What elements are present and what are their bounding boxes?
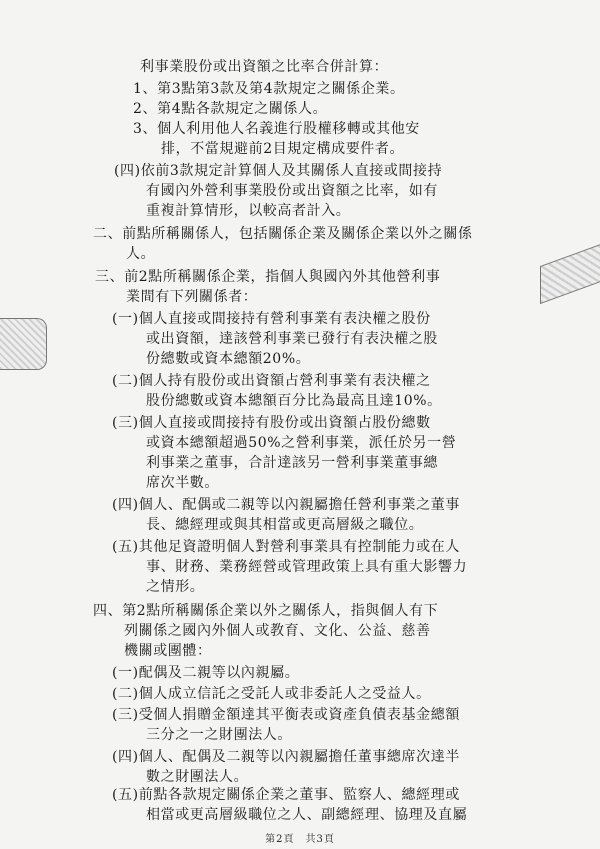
- text-line: (五)其他足資證明個人對營利事業具有控制能力或在人: [112, 539, 460, 555]
- text-line: 長、總經理或與其相當或更高層級之職位。: [146, 517, 424, 533]
- text-line: 機關或團體：: [124, 643, 212, 659]
- perforation-seal-left: [0, 318, 47, 370]
- text-line: 3、個人利用他人名義進行股權移轉或其他安: [133, 121, 420, 137]
- text-line: 利事業股份或出資額之比率合併計算：: [140, 59, 389, 75]
- text-line: (二)個人成立信託之受託人或非委託人之受益人。: [112, 686, 431, 702]
- text-line: 或資本總額超過50%之營利事業，派任於另一營: [146, 435, 457, 451]
- perforation-seal-right: [540, 244, 600, 304]
- text-line: (四)依前3款規定計算個人及其關係人直接或間接持: [114, 163, 443, 179]
- text-line: 列關係之國內外個人或教育、文化、公益、慈善: [124, 623, 431, 639]
- text-line: 之情形。: [146, 579, 205, 595]
- text-line: (二)個人持有股份或出資額占營利事業有表決權之: [112, 373, 431, 389]
- text-line: 重複計算情形，以較高者計入。: [146, 203, 351, 219]
- text-line: 相當或更高層級職位之人、副總經理、協理及直屬: [146, 807, 468, 823]
- text-line: 有國內外營利事業股份或出資額之比率，如有: [146, 183, 438, 199]
- text-line: (三)受個人捐贈金額達其平衡表或資產負債表基金總額: [112, 707, 460, 723]
- text-line: (三)個人直接或間接持有股份或出資額占股份總數: [112, 415, 431, 431]
- text-line: 席次半數。: [146, 475, 219, 491]
- text-line: (五)前點各款規定關係企業之董事、監察人、總經理或: [112, 787, 460, 803]
- page-footer: 第2頁 共3頁: [265, 834, 335, 845]
- text-line: (一)配偶及二親等以內親屬。: [112, 665, 300, 681]
- text-line: 人。: [126, 246, 156, 262]
- text-line: 份總數或資本總額20%。: [146, 351, 311, 367]
- text-line: 利事業之董事，合計達該另一營利事業董事總: [146, 455, 438, 471]
- text-line: 或出資額，達該營利事業已發行有表決權之股: [146, 331, 438, 347]
- text-line: 數之財團法人。: [146, 769, 249, 785]
- text-line: 2、第4點各款規定之關係人。: [133, 101, 328, 117]
- text-line: (四)個人、配偶或二親等以內親屬擔任營利事業之董事: [112, 497, 460, 513]
- text-line: 四、第2點所稱關係企業以外之關係人，指與個人有下: [93, 603, 439, 619]
- text-line: 股份總數或資本總額百分比為最高且達10%。: [146, 393, 442, 409]
- text-line: 事、財務、業務經營或管理政策上具有重大影響力: [146, 559, 468, 575]
- text-line: 1、第3點第3款及第4款規定之關係企業。: [133, 81, 405, 97]
- text-line: 業間有下列關係者：: [126, 289, 258, 305]
- text-line: 三、前2點所稱關係企業，指個人與國內外其他營利事: [95, 269, 441, 285]
- text-line: (四)個人、配偶及二親等以內親屬擔任董事總席次達半: [112, 749, 460, 765]
- text-line: 三分之一之財團法人。: [146, 727, 292, 743]
- text-line: (一)個人直接或間接持有營利事業有表決權之股份: [112, 311, 431, 327]
- text-line: 二、前點所稱關係人，包括關係企業及關係企業以外之關係: [93, 226, 473, 242]
- text-line: 排，不當規避前2目規定構成要件者。: [161, 141, 405, 157]
